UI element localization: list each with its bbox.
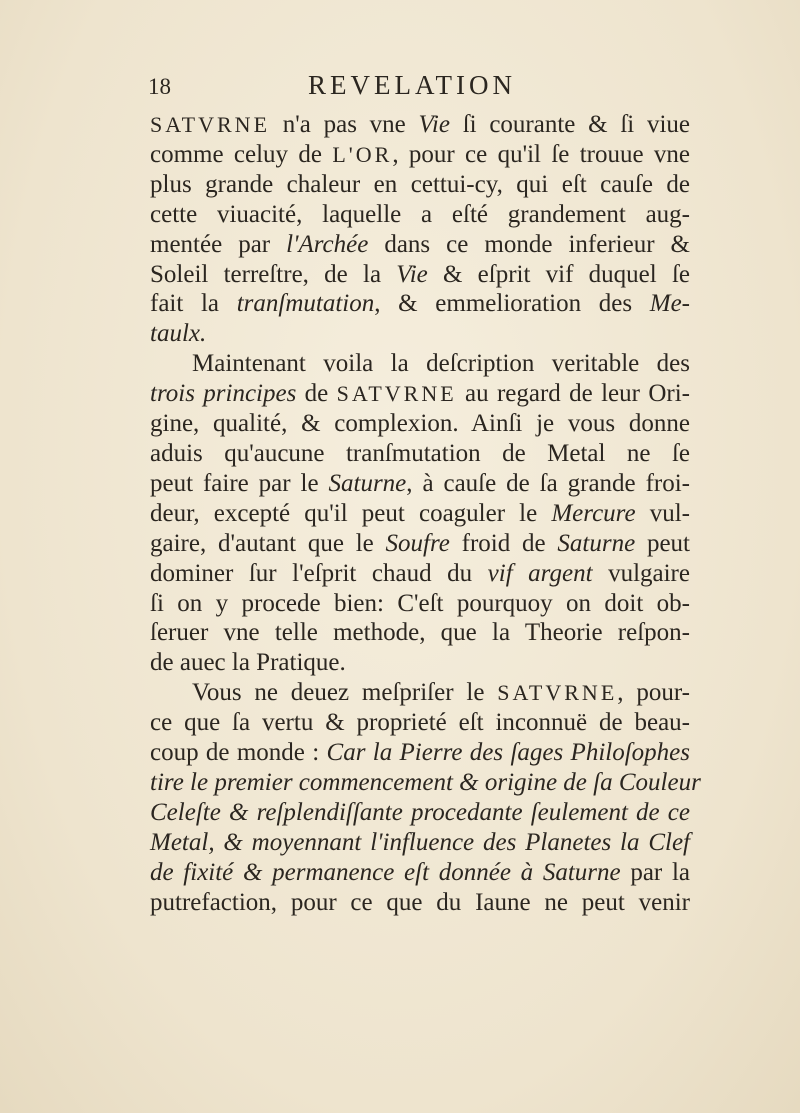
- text-line: ſeruer vne telle methode, que la Theorie reſpon-: [150, 619, 690, 647]
- text-line: de auec la Pratique.: [150, 649, 346, 677]
- small-caps-word: SATVRNE: [336, 381, 457, 407]
- text-line: coup de monde : Car la Pierre des ſages Philoſophes: [150, 739, 690, 767]
- italic-word: Vie: [418, 111, 450, 138]
- text-line: gine, qualité, & complexion. Ainſi je vous donne: [150, 410, 690, 438]
- text-line: dominer ſur l'eſprit chaud du vif argent vulgaire: [150, 559, 690, 587]
- text-line: tire le premier commencement & origine de ſa Couleur: [150, 768, 701, 796]
- text-line: Vous ne deuez meſpriſer le SATVRNE, pour-: [192, 679, 690, 707]
- text-line: ce que ſa vertu & proprieté eſt inconnuë de beau-: [150, 709, 690, 737]
- italic-word: taulx.: [150, 320, 207, 348]
- text-line: plus grande chaleur en cettui-cy, qui eſt cauſe de: [150, 170, 690, 198]
- text-line: [150, 319, 690, 349]
- text-line: Celeſte & reſplendiſſante procedante ſeulement de ce: [150, 798, 690, 826]
- page-header: [148, 70, 668, 104]
- text-line: deur, excepté qu'il peut coaguler le Mercure vul-: [150, 499, 690, 527]
- body-text: [150, 110, 701, 917]
- small-caps-word: SATVRNE: [150, 112, 271, 137]
- text-line: fait la tranſmutation, & emmelioration des Me-: [150, 290, 691, 318]
- small-caps-word: SATVRNE: [497, 680, 618, 706]
- text-line: ſi on y procede bien: C'eſt pourquoy on doit ob-: [150, 589, 690, 617]
- text-line: Maintenant voila la deſcription veritable des: [192, 350, 690, 378]
- text-line: peut faire par le Saturne, à cauſe de ſa grande froi-: [150, 469, 690, 497]
- italic-word: Car la Pierre des ſages Philoſophes: [326, 739, 690, 767]
- italic-word: vif argent: [487, 559, 593, 587]
- italic-word: trois principes: [150, 380, 297, 408]
- text-line: gaire, d'autant que le Soufre froid de Saturne peut: [150, 529, 690, 557]
- text-line: cette viuacité, laquelle a eſté grandement aug-: [150, 200, 690, 228]
- running-head: REVELATION: [308, 70, 516, 100]
- text-line: trois principes de SATVRNE au regard de leur Ori-: [150, 380, 690, 408]
- text-line: de fixité & permanence eſt donnée à Saturne par la: [150, 858, 690, 886]
- italic-word: Saturne: [557, 529, 636, 557]
- small-caps-word: L'OR: [332, 141, 393, 167]
- text-line: comme celuy de L'OR, pour ce qu'il ſe trouue vne: [150, 140, 691, 168]
- page-number: 18: [148, 74, 171, 99]
- italic-word: Soufre: [385, 529, 450, 557]
- text-line: mentée par l'Archée dans ce monde inferieur &: [150, 230, 690, 258]
- text-line: SATVRNE n'a pas vne Vie ſi courante & ſi viue: [150, 111, 690, 138]
- text-line: aduis qu'aucune tranſmutation de Metal ne ſe: [150, 439, 690, 467]
- italic-word: tranſmutation: [236, 290, 375, 318]
- italic-word: Vie: [396, 260, 428, 288]
- text-line: Soleil terreſtre, de la Vie & eſprit vif duquel ſe: [150, 260, 690, 288]
- italic-word: Me-: [649, 290, 691, 318]
- text-line: putrefaction, pour ce que du Iaune ne peut venir: [150, 888, 690, 916]
- italic-word: de fixité & permanence eſt donnée à Saturne: [150, 858, 621, 886]
- italic-word: Saturne: [328, 469, 407, 497]
- italic-word: Mercure: [551, 499, 636, 527]
- italic-word: l'Archée: [286, 230, 369, 258]
- text-line: Metal, & moyennant l'influence des Planetes la Clef: [150, 828, 690, 856]
